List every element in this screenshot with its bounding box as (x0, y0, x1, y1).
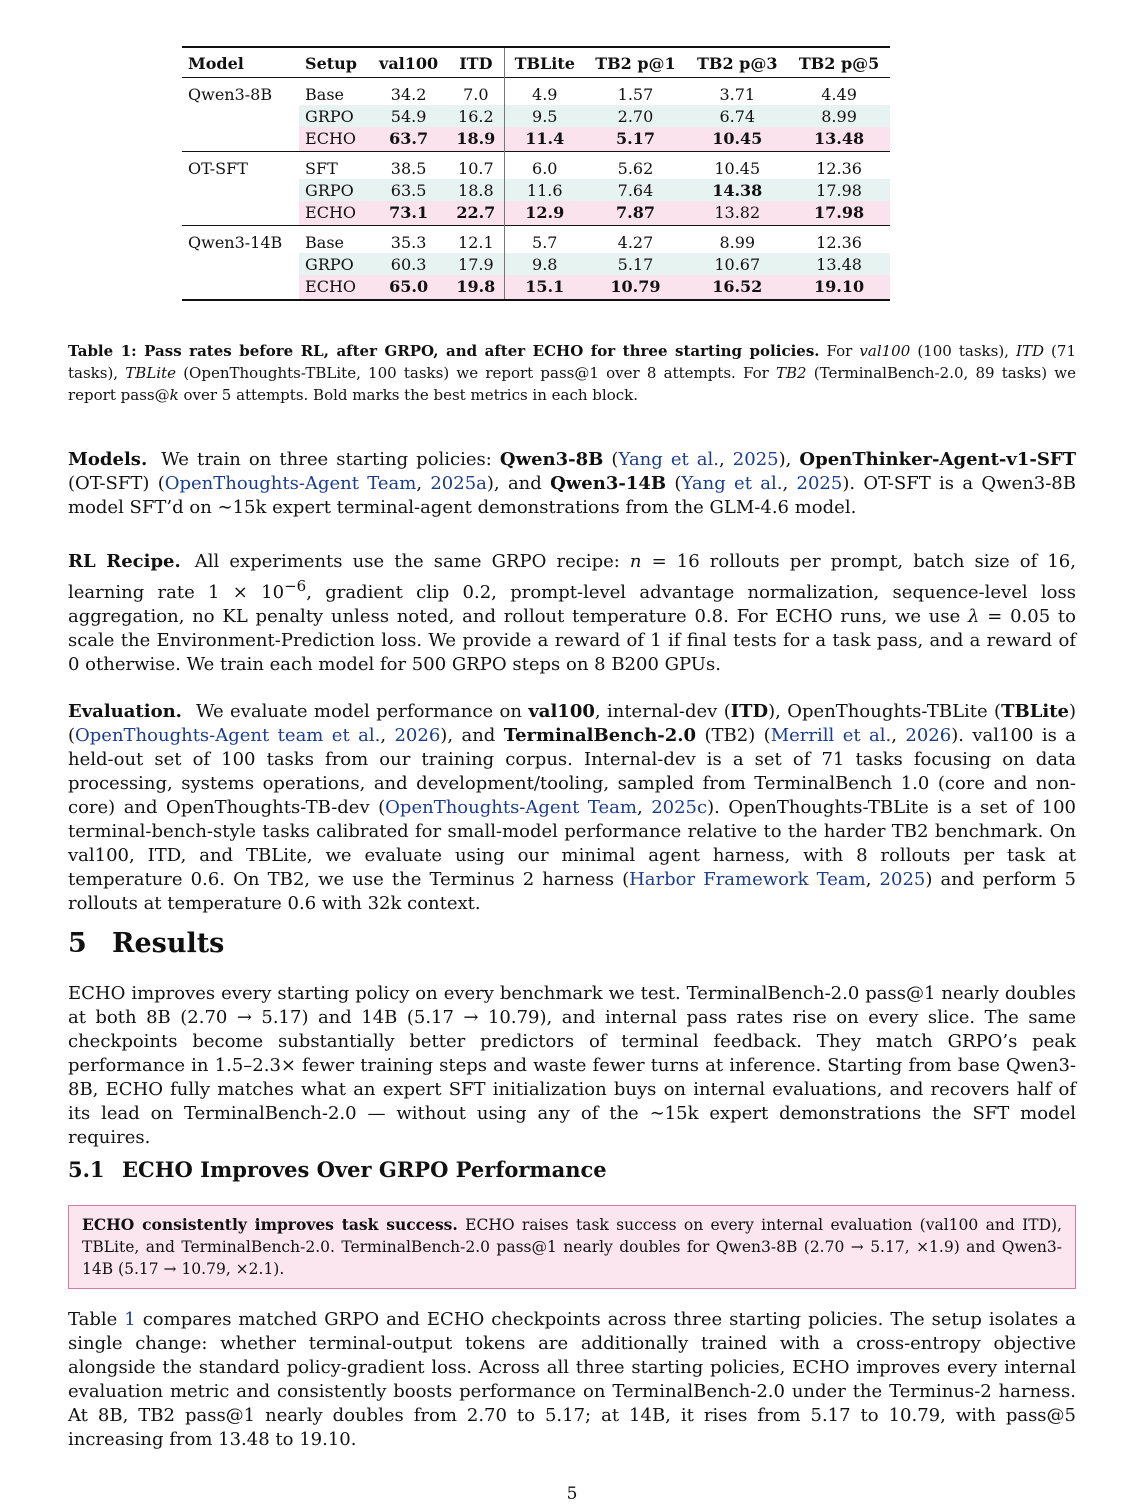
cell-value: 11.6 (504, 179, 584, 201)
text: , (865, 869, 880, 890)
cell-model (182, 275, 299, 300)
cell-model (182, 127, 299, 152)
citation-year-link[interactable]: 2025 (879, 869, 926, 890)
cell-value: 35.3 (390, 232, 427, 252)
cell-setup: ECHO (299, 127, 369, 152)
header-tb2-p5: TB2 p@5 (798, 54, 880, 73)
callout-text: ECHO raises task success on every internal evaluation (val100 and ITD), TBLite, and TerminalBench-2.0. TerminalBench-2.0 pass@1 nearly doubles for Qwen3-8B (2.70 → 5.17, ×1.9) and Qwen3-14B (5.17 → 10.79, ×2.1). (82, 1216, 1062, 1278)
cell-value: 7.87 (585, 201, 687, 226)
rl-recipe-paragraph (68, 550, 1076, 677)
cell-value: 8.99 (719, 232, 756, 252)
cell-value: 60.3 (369, 253, 447, 275)
cell-setup: GRPO (299, 179, 369, 201)
text: , (416, 473, 431, 494)
citation-link[interactable]: OpenThoughts-Agent Team (385, 797, 637, 818)
cell-value: 4.49 (821, 84, 857, 104)
models-paragraph (68, 448, 1076, 520)
caption-text: (OpenThoughts-TBLite, 100 tasks) we report pass@1 over 8 attempts. For (176, 364, 777, 382)
table-block-ot-sft (182, 152, 890, 226)
cell-value: 13.48 (788, 253, 890, 275)
header-tblite: TBLite (514, 54, 575, 73)
table-reference-link[interactable]: 1 (124, 1309, 136, 1330)
cell-model: Qwen3-14B (188, 232, 283, 252)
bold-term: TBLite (1001, 701, 1069, 722)
cell-value: 17.9 (448, 253, 505, 275)
evaluation-paragraph (68, 700, 1076, 916)
citation-link[interactable]: Yang et al. (618, 449, 720, 470)
text: , (380, 725, 395, 746)
caption-text: over 5 attempts. Bold marks the best metrics in each block. (178, 386, 638, 404)
citation-year-link[interactable]: 2025 (732, 449, 779, 470)
header-itd: ITD (448, 47, 505, 78)
text: , gradient clip 0.2, prompt-level advantage normalization, sequence-level loss aggregation, no KL penalty unless noted, and rollout temperature 0.8. For ECHO runs, we use (68, 582, 1076, 627)
results-table-container (182, 46, 890, 301)
math-symbol: λ (968, 606, 980, 627)
cell-setup: SFT (305, 158, 338, 178)
table-header-row (182, 47, 890, 78)
caption-term: k (169, 386, 179, 404)
cell-value: 63.7 (369, 127, 447, 152)
table-row (182, 127, 890, 152)
cell-value: 6.0 (532, 158, 558, 178)
text: We train on three starting policies: (161, 449, 500, 470)
cell-value: 54.9 (369, 105, 447, 127)
text: compares matched GRPO and ECHO checkpoints across three starting policies. The setup isolates a single change: whether terminal-output tokens are additionally trained with a cross-entropy objective alongside the standard policy-gradient loss. Across all three starting policies, ECHO improves every internal evaluation metric and consistently boosts performance on TerminalBench-2.0 under the Terminus-2 harness. At 8B, TB2 pass@1 nearly doubles from 2.70 to 5.17; at 14B, it rises from 5.17 to 10.79, with pass@5 increasing from 13.48 to 19.10. (68, 1309, 1076, 1450)
cell-value: 5.17 (585, 253, 687, 275)
cell-value: 12.36 (816, 232, 862, 252)
cell-setup: ECHO (299, 201, 369, 226)
cell-value: 8.99 (788, 105, 890, 127)
cell-value: 5.7 (532, 232, 558, 252)
citation-link[interactable]: OpenThoughts-Agent Team (164, 473, 417, 494)
cell-value: 13.48 (788, 127, 890, 152)
citation-year-link[interactable]: 2026 (905, 725, 952, 746)
cell-value: 12.9 (504, 201, 584, 226)
cell-model (182, 201, 299, 226)
section-heading (68, 928, 224, 959)
cell-value: 2.70 (585, 105, 687, 127)
header-val100: val100 (379, 54, 439, 73)
table-row (182, 152, 890, 180)
text: ) ( (68, 701, 1076, 746)
text: ), and (440, 725, 504, 746)
bold-term: val100 (528, 701, 595, 722)
cell-value: 1.57 (617, 84, 654, 104)
caption-lead: Table 1: Pass rates before RL, after GRPO, and after ECHO for three starting policies. (68, 342, 820, 360)
table-row (182, 78, 890, 106)
bold-term: OpenThinker-Agent-v1-SFT (799, 449, 1077, 470)
cell-value: 6.74 (686, 105, 788, 127)
text: ( (603, 449, 619, 470)
cell-value: 12.36 (816, 158, 862, 178)
cell-value: 16.52 (686, 275, 788, 300)
cell-value: 5.62 (617, 158, 654, 178)
rl-heading: RL Recipe. (68, 551, 181, 572)
cell-value: 34.2 (390, 84, 427, 104)
cell-value: 9.5 (504, 105, 584, 127)
caption-term: val100 (859, 342, 911, 360)
text: , internal-dev ( (594, 701, 731, 722)
section-number: 5 (68, 928, 87, 959)
text: We evaluate model performance on (195, 701, 529, 722)
section-title: Results (112, 928, 225, 959)
results-paragraph: ECHO improves every starting policy on every benchmark we test. TerminalBench-2.0 pass@1 nearly doubles at both 8B (2.70 → 5.17) and 14B (5.17 → 10.79), and internal pass rates rise on every slice. The same checkpoints become substantially better predictors of terminal feedback. They match GRPO’s peak performance in 1.5–2.3× fewer training steps and waste fewer turns at inference. Starting from base Qwen3-8B, ECHO fully matches what an expert SFT initialization buys on internal evaluations, and recovers half of its lead on TerminalBench-2.0 — without using any of the ∼15k expert demonstrations the SFT model requires. (68, 983, 1076, 1148)
text: ). OT-SFT is a Qwen3-8B model SFT’d on ∼15k expert terminal-agent demonstrations from the GLM-4.6 model. (68, 473, 1076, 518)
text: ) and perform 5 rollouts at temperature 0.6 with 32k context. (68, 869, 1076, 914)
text: ( (666, 473, 682, 494)
bold-term: ITD (730, 701, 769, 722)
cell-model: Qwen3-8B (188, 84, 273, 104)
text: , (636, 797, 652, 818)
header-model: Model (188, 54, 244, 73)
text: (OT-SFT) ( (68, 473, 165, 494)
bold-term: TerminalBench-2.0 (503, 725, 697, 746)
results-table (182, 46, 890, 301)
caption-text: For (819, 342, 860, 360)
cell-value: 19.8 (448, 275, 505, 300)
cell-value: 11.4 (504, 127, 584, 152)
table-row (182, 105, 890, 127)
text: , (891, 725, 906, 746)
text: ), (778, 449, 800, 470)
caption-term: ITD (1016, 342, 1044, 360)
cell-model (182, 253, 299, 275)
cell-value: 65.0 (369, 275, 447, 300)
header-setup: Setup (305, 54, 357, 73)
cell-value: 3.71 (719, 84, 756, 104)
exponent: −6 (284, 577, 307, 595)
bold-term: Qwen3-8B (499, 449, 604, 470)
math-symbol: n (629, 551, 642, 572)
citation-link[interactable]: OpenThoughts-Agent team et al. (75, 725, 381, 746)
models-heading: Models. (68, 449, 148, 470)
cell-setup: GRPO (299, 253, 369, 275)
callout-box (68, 1205, 1076, 1289)
cell-value: 17.98 (788, 179, 890, 201)
table-row (182, 253, 890, 275)
cell-value: 17.98 (788, 201, 890, 226)
cell-value: 4.27 (617, 232, 654, 252)
table-block-qwen3-14b (182, 226, 890, 301)
citation-year-link[interactable]: 2025a (430, 473, 487, 494)
caption-text: (71 tasks), (68, 342, 1076, 382)
bold-term: Qwen3-14B (550, 473, 667, 494)
page-number: 5 (566, 1484, 578, 1504)
subsection-number: 5.1 (68, 1157, 105, 1182)
cell-model (182, 105, 299, 127)
text: (TB2) ( (696, 725, 771, 746)
cell-model (182, 179, 299, 201)
cell-value: 73.1 (369, 201, 447, 226)
table-block-qwen3-8b (182, 78, 890, 152)
text: = 0.05 to scale the Environment-Prediction loss. We provide a reward of 1 if final tests for a task pass, and a reward of 0 otherwise. We train each model for 500 GRPO steps on 8 B200 GPUs. (68, 606, 1076, 675)
subsection-heading (68, 1157, 607, 1182)
caption-term: TBLite (125, 364, 176, 382)
header-tb2-p1: TB2 p@1 (595, 54, 676, 73)
citation-year-link[interactable]: 2026 (394, 725, 441, 746)
header-tb2-p3: TB2 p@3 (697, 54, 778, 73)
cell-value: 38.5 (390, 158, 427, 178)
citation-year-link[interactable]: 2025 (796, 473, 843, 494)
cell-value: 18.9 (448, 127, 505, 152)
citation-link[interactable]: Yang et al. (681, 473, 783, 494)
cell-value: 10.45 (686, 127, 788, 152)
cell-value: 15.1 (504, 275, 584, 300)
cell-value: 14.38 (686, 179, 788, 201)
cell-setup: Base (305, 84, 345, 104)
cell-value: 4.9 (532, 84, 558, 104)
text: ), OpenThoughts-TBLite ( (768, 701, 1002, 722)
caption-text: (TerminalBench-2.0, 89 tasks) we report pass@ (68, 364, 1077, 404)
table-caption (68, 340, 1076, 406)
cell-value: 5.17 (585, 127, 687, 152)
cell-setup: ECHO (299, 275, 369, 300)
cell-value: 10.79 (585, 275, 687, 300)
cell-value: 7.0 (448, 78, 505, 106)
citation-link[interactable]: Harbor Framework Team (629, 869, 866, 890)
text: ). OpenThoughts-TBLite is a set of 100 terminal-bench-style tasks calibrated for small-model performance relative to the harder TB2 benchmark. On val100, ITD, and TBLite, we evaluate using our minimal agent harness, with 8 rollouts per task at temperature 0.6. On TB2, we use the Terminus 2 harness ( (68, 797, 1076, 890)
cell-value: 10.67 (686, 253, 788, 275)
cell-setup: Base (305, 232, 345, 252)
text: ), and (486, 473, 551, 494)
cell-setup: GRPO (299, 105, 369, 127)
table-row (182, 179, 890, 201)
cell-value: 63.5 (369, 179, 447, 201)
callout-lead: ECHO consistently improves task success. (82, 1215, 458, 1234)
cell-value: 10.7 (448, 152, 505, 180)
cell-value: 18.8 (448, 179, 505, 201)
cell-value: 12.1 (448, 226, 505, 254)
caption-term: TB2 (776, 364, 807, 382)
caption-text: (100 tasks), (910, 342, 1017, 360)
cell-value: 9.8 (504, 253, 584, 275)
final-paragraph (68, 1308, 1076, 1452)
text: , (782, 473, 797, 494)
table-row (182, 201, 890, 226)
cell-value: 16.2 (448, 105, 505, 127)
citation-year-link[interactable]: 2025c (651, 797, 708, 818)
cell-value: 10.45 (714, 158, 761, 178)
text: Table (68, 1309, 125, 1330)
citation-link[interactable]: Merrill et al. (770, 725, 892, 746)
text: All experiments use the same GRPO recipe: (194, 551, 630, 572)
cell-value: 19.10 (788, 275, 890, 300)
text: ). val100 is a held-out set of 100 tasks from our training corpus. Internal-dev is a set of 71 tasks focusing on data processing, systems operations, and development/tooling, sampled from TerminalBench 1.0 (core and non-core) and OpenThoughts-TB-dev ( (68, 725, 1076, 818)
cell-value: 7.64 (585, 179, 687, 201)
text: , (719, 449, 733, 470)
cell-value: 13.82 (686, 201, 788, 226)
table-row (182, 275, 890, 300)
subsection-title: ECHO Improves Over GRPO Performance (122, 1157, 607, 1182)
cell-model: OT-SFT (188, 158, 248, 178)
cell-value: 22.7 (448, 201, 505, 226)
table-row (182, 226, 890, 254)
evaluation-heading: Evaluation. (68, 701, 182, 722)
text: = 16 rollouts per prompt, batch size of 16, learning rate 1 × 10 (68, 551, 1076, 603)
